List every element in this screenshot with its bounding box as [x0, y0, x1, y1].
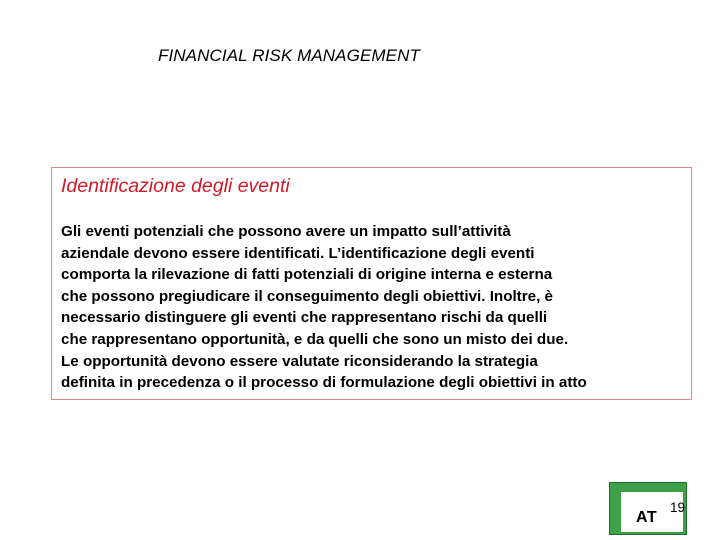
body-line: Gli eventi potenziali che possono avere un impatto sull’attività — [61, 223, 511, 240]
body-text — [61, 221, 587, 394]
body-line: che possono pregiudicare il conseguimento degli obiettivi. Inoltre, è — [61, 287, 553, 305]
body-line: comporta la rilevazione di fatti potenziali di origine interna e esterna — [61, 266, 553, 284]
section-title: Identificazione degli eventi — [61, 175, 290, 197]
page-badge — [609, 482, 687, 535]
body-line: che rappresentano opportunità, e da quelli che sono un misto dei due. — [61, 330, 569, 348]
page-number: 19 — [670, 500, 686, 515]
page-badge-inner — [621, 492, 686, 532]
body-line: necessario distinguere gli eventi che rappresentano rischi da quelli — [61, 309, 548, 327]
content-box — [51, 167, 692, 400]
badge-label: AT — [636, 509, 658, 526]
body-line: Le opportunità devono essere valutate riconsiderando la strategia — [61, 352, 538, 370]
body-line: aziendale devono essere identificati. L’identificazione degli eventi — [61, 244, 535, 262]
body-line: definita in precedenza o il processo di formulazione degli obiettivi in atto — [61, 374, 587, 392]
slide-title: FINANCIAL RISK MANAGEMENT — [158, 46, 420, 65]
